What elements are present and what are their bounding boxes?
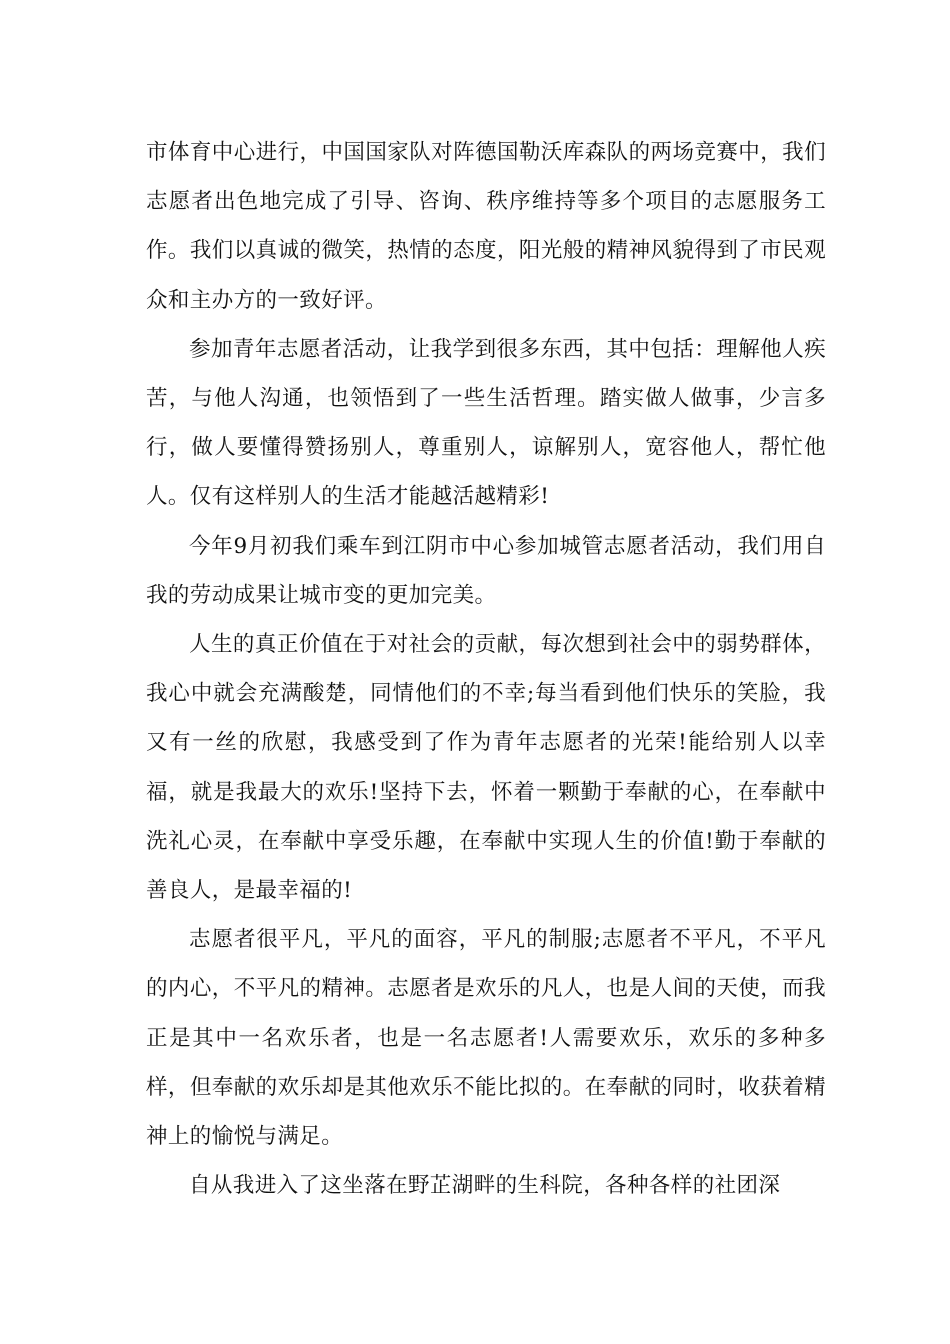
paragraph: 自从我进入了这坐落在野芷湖畔的生科院，各种各样的社团深 [189,1173,781,1199]
paragraph: 志愿者很平凡，平凡的面容，平凡的制服;志愿者不平凡，不平凡的内心，不平凡的精神。志愿者是欢乐的凡人，也是人间的天使，而我正是其中一名欢乐者，也是一名志愿者!人需要欢乐，欢乐的多种多样，但奉献的欢乐却是其他欢乐不能比拟的。在奉献的同时，收获着精神上的愉悦与满足。 [146,927,826,1150]
paragraph: 今年9月初我们乘车到江阴市中心参加城管志愿者活动，我们用自我的劳动成果让城市变的更加完美。 [146,533,826,608]
paragraph: 参加青年志愿者活动，让我学到很多东西，其中包括：理解他人疾苦，与他人沟通，也领悟到了一些生活哲理。踏实做人做事，少言多行，做人要懂得赞扬别人，尊重别人，谅解别人，宽容他人，帮忙他人。仅有这样别人的生活才能越活越精彩! [146,336,826,510]
paragraph-continued: 市体育中心进行，中国国家队对阵德国勒沃库森队的两场竞赛中，我们志愿者出色地完成了引导、咨询、秩序维持等多个项目的志愿服务工作。我们以真诚的微笑，热情的态度，阳光般的精神风貌得到了市民观众和主办方的一致好评。 [146,140,826,313]
paragraph: 人生的真正价值在于对社会的贡献，每次想到社会中的弱势群体，我心中就会充满酸楚，同情他们的不幸;每当看到他们快乐的笑脸，我又有一丝的欣慰，我感受到了作为青年志愿者的光荣!能给别人以幸福，就是我最大的欢乐!坚持下去，怀着一颗勤于奉献的心，在奉献中洗礼心灵，在奉献中享受乐趣，在奉献中实现人生的价值!勤于奉献的善良人，是最幸福的! [146,632,826,904]
document-page [146,128,826,1210]
